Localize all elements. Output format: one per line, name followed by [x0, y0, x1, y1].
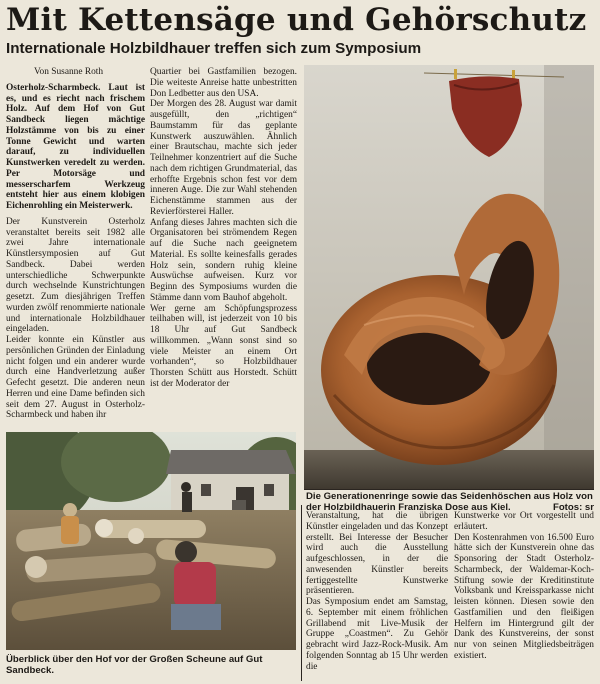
sculpture-photo-caption — [306, 491, 594, 513]
article-column-4 — [454, 511, 594, 662]
subheadline: Internationale Holzbildhauer treffen sich zum Symposium — [6, 40, 422, 57]
body-paragraph: Anfang dieses Jahres machten sich die Organisatoren bei strömendem Regen auf die Suche nach geeignetem Material. Es sollte keinesfalls gerades Holz sein, sondern ruhig kleine Auswüchse aufweisen. Kurz vor Beginn des Symposiums wurden die Stämme dann vom Bauhof abgeholt. — [150, 217, 297, 303]
byline: Von Susanne Roth — [34, 67, 104, 77]
body-paragraph: Veranstaltung, hat die übrigen Künstler eingeladen und das Konzept erstellt. Bei Interesse der Besucher wird auch die Ausstellung aufgeschlossen, in der die anwesenden Künstler bereits fertiggestellte Kunstwerke präsentieren. — [306, 511, 448, 597]
yard-photo — [6, 432, 296, 650]
body-paragraph: Quartier bei Gastfamilien bezogen. Die weiteste Anreise hatte unbestritten Don Ledbetter aus den USA. — [150, 67, 297, 99]
caption-divider — [304, 489, 594, 490]
body-paragraph: Wer gerne am Schöpfungsprozess teilhaben will, ist jederzeit von 10 bis 18 Uhr auf Gut Sandbeck willkommen. „Wann sonst sind so viele Meister an einem Ort vorhanden“, so Holzbildhauer Thorsten Schütt aus Horstedt. Schütt ist der Moderator der — [150, 303, 297, 389]
body-paragraph: Den Kostenrahmen von 16.500 Euro hätte sich der Kunstverein ohne das Sponsoring der Stadt Osterholz-Scharmbeck, der Waldemar-Koch-Stiftung sowie der Kreditinstitute Volksbank und Kreissparkasse nicht leisten können. Diesen sowie den Gastfamilien und den fleißigen Helfern im Hintergrund gilt der Dank des Kunstvereins, der sonst nur von seinen Mitgliedsbeiträgen existiert. — [454, 532, 594, 661]
photo-credit: Fotos: sr — [552, 502, 594, 513]
yard-photo-caption: Überblick über den Hof vor der Großen Scheune auf Gut Sandbeck. — [6, 654, 263, 676]
article-column-1 — [6, 67, 145, 421]
headline: Mit Kettensäge und Gehörschutz — [6, 2, 587, 38]
body-paragraph: Leider konnte ein Künstler aus persönlichen Gründen der Einladung nicht folgen und ein anderer wurde durch eine Handverletzung außer Gefecht gesetzt. Die anderen neun Herren und eine Dame befinden sich seit dem 27. August in Osterholz-Scharmbeck und haben ihr — [6, 335, 145, 421]
sculpture-photo — [304, 65, 594, 490]
caption-text: Die Generationenringe sowie das Seidenhöschen aus Holz von der Holzbildhauerin Franziska Dose aus Kiel. — [306, 491, 593, 513]
article-column-3 — [306, 511, 448, 672]
body-paragraph: Der Morgen des 28. August war damit ausgefüllt, den „richtigen“ Baumstamm für das geplante Kunstwerk auszuwählen. Ähnlich einer Brautschau, machte sich jeder Teilnehmer konzentriert auf die Suche nach dem richtigen Grundmaterial, das erhoffte Ergebnis schon fest vor dem inneren Auge. Die zur Wahl stehenden Eichenstämme stammen aus der Revierförsterei Haller. — [150, 99, 297, 217]
column-divider — [301, 505, 302, 681]
body-paragraph: Der Kunstverein Osterholz veranstaltet bereits seit 1982 alle zwei Jahre internationale Künstlersymposien auf Gut Sandbeck. Dabei werden unterschiedliche Schwerpunkte durch wechselnde Kunstrichtungen gesetzt. Zum diesjährigen Treffen wurden zwölf renommierte nationale und internationale Holzbildhauer eingeladen. — [6, 216, 145, 335]
body-paragraph: Das Symposium endet am Samstag, 6. September mit einem fröhlichen Grillabend mit Live-Musik der Gruppe „Coastmen“. Zu Gehör gebracht wird Jazz-Rock-Musik. Am folgenden Sonntag ab 15 Uhr werden die — [306, 597, 448, 672]
article-column-2 — [150, 67, 297, 390]
body-paragraph: Kunstwerke vor Ort vorgestellt und erläutert. — [454, 511, 594, 532]
lead-paragraph: Osterholz-Scharmbeck. Laut ist es, und es riecht nach frischem Holz. Auf dem Hof von Gut Sandbeck liegen mächtige Holzstämme von bis zu einer Tonne Gewicht und warten darauf, zu individuellen Kunstwerken veredelt zu werden. Per Motorsäge und messerscharfem Werkzeug entsteht hier aus einem klobigen Eichenrohling ein Meisterwerk. — [6, 82, 145, 211]
